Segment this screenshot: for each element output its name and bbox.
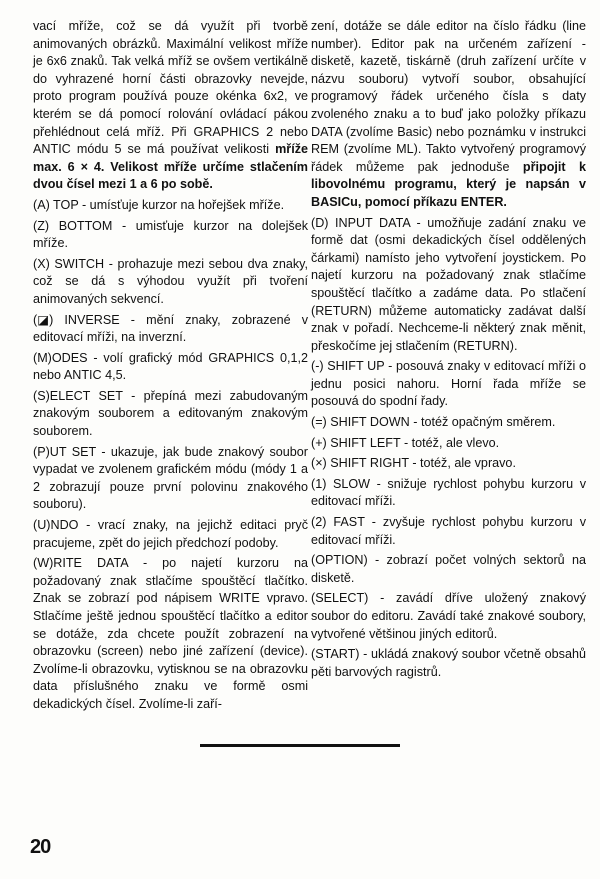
- paragraph: (Z) BOTTOM - umisťuje kurzor na dolejšek mříže.: [33, 218, 308, 251]
- paragraph: (1) SLOW - snižuje rychlost pohybu kurzoru v editovací mříži.: [311, 476, 586, 509]
- paragraph-text: vací mříže, což se dá využít při tvorbě animovaných obrázků. Maximální velikost mříže je 6x6 znaků. Tak velká mříž se ovšem vertikálně do vyhrazené horní části obrazovky nevejde, proto program používá pouze okénka 6x2, ve kterém se dá pomocí rolování ovládací pákou přehlédnout celá mříž. Při GRAPHICS 2 nebo ANTIC módu 5 se má používat velikosti: [33, 19, 308, 157]
- paragraph: (-) SHIFT UP - posouvá znaky v editovací mříži o jednu posici nahoru. Horní řada mříže se posouvá do spodní řady.: [311, 359, 586, 409]
- paragraph: (2) FAST - zvyšuje rychlost pohybu kurzoru v editovací mříži.: [311, 515, 586, 547]
- paragraph: (S)ELECT SET - přepíná mezi zabudovaným znakovým souborem a editovaným znakovým souborem.: [33, 388, 308, 439]
- paragraph: (SELECT) - zavádí dříve uložený znakový soubor do editoru. Zavádí také znakové soubory, vytvořené většinou jiných editorů.: [311, 591, 586, 641]
- paragraph: (+) SHIFT LEFT - totéž, ale vlevo.: [311, 435, 500, 450]
- paragraph: (×) SHIFT RIGHT - totéž, ale vpravo.: [311, 456, 516, 471]
- paragraph: (M)ODES - volí grafický mód GRAPHICS 0,1,2 nebo ANTIC 4,5.: [33, 350, 308, 383]
- paragraph: (OPTION) - zobrazí počet volných sektorů na disketě.: [311, 553, 586, 585]
- paragraph: [33, 18, 308, 194]
- paragraph: (=) SHIFT DOWN - totéž opačným směrem.: [311, 415, 556, 430]
- left-column: [33, 18, 308, 717]
- paragraph: (A) TOP - umísťuje kurzor na hořejšek mříže.: [33, 197, 285, 212]
- paragraph-bold-text: mříže max. 6 × 4. Velikost mříže určíme stlačením dvou čísel mezi 1 a 6 po sobě.: [33, 142, 308, 192]
- paragraph: [311, 18, 586, 212]
- paragraph: (◪) INVERSE - mění znaky, zobrazené v editovací mříži, na inverzní.: [33, 312, 308, 345]
- paragraph: (U)NDO - vrací znaky, na jejichž editaci pryč pracujeme, zpět do jejich předchozí podoby.: [33, 518, 308, 550]
- paragraph: (D) INPUT DATA - umožňuje zadání znaku ve formě dat (osmi dekadických čísel oddělených čárkami) namísto jeho vytvoření joystickem. Po najetí kurzoru na požadovaný znak stlačíme spouštěcí tlačítko a zadáme data. Po stlačení (RETURN) můžeme automaticky zadávat další znak v pořadí. Nechceme-li některý znak měnit, přeskočíme jej stlačením (RETURN).: [311, 215, 586, 353]
- paragraph: (W)RITE DATA - po najetí kurzoru na požadovaný znak stlačíme spouštěcí tlačítko. Znak se zobrazí pod nápisem WRITE vpravo. Stlačíme ještě jednou spouštěcí tlačítko a editor se dotáže, zda chcete použít zobrazení na obrazovku (screen) nebo jiné zařízení (device). Zvolíme-li obrazovku, vytisknou se na obrazovku data příslušného znaku ve formě osmi dekadických čísel. Zvolíme-li zaří-: [33, 556, 308, 711]
- paragraph: (START) - ukládá znakový soubor včetně obsahů pěti barvových ragistrů.: [311, 647, 586, 679]
- paragraph: (P)UT SET - ukazuje, jak bude znakový soubor vypadat ve zvolenem grafickém módu (módy 1 a 2 zobrazují pouze první polovinu znakového souboru).: [33, 444, 308, 512]
- paragraph-bold-text: připojit k libovolnému programu, který je napsán v BASICu, pomocí příkazu ENTER.: [311, 159, 586, 209]
- paragraph: (X) SWITCH - prohazuje mezi sebou dva znaky, což se dá s výhodou využít při tvoření animovaných sekvencí.: [33, 256, 308, 306]
- right-column: [311, 18, 586, 684]
- paragraph-text: zení, dotáže se dále editor na číslo řádku (line number). Editor pak na určeném zařízení - disketě, kazetě, tiskárně (druh zařízení určíte v názvu souboru) vytvoří soubor, obsahující programový řádek určeného čísla s daty zvoleného znaku a to buď jako položky příkazu DATA (zvolíme Basic) nebo poznámku v instrukci REM (zvolíme ML). Takto vytvořený programový řádek můžeme pak jednoduše: [311, 19, 586, 174]
- page-number: 20: [30, 836, 51, 858]
- horizontal-rule: [200, 744, 400, 747]
